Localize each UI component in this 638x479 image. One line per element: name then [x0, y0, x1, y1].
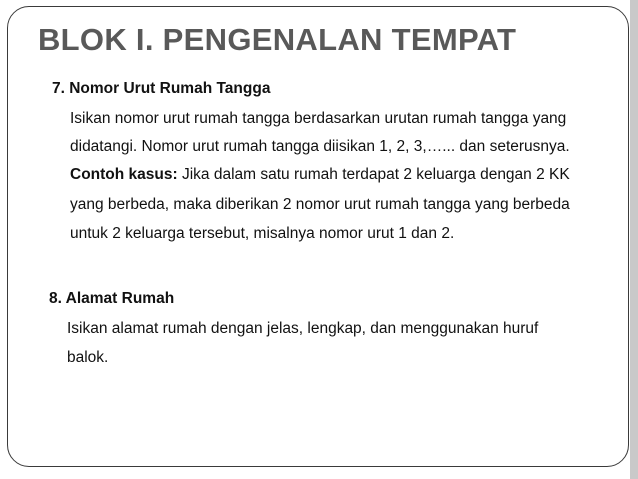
- section-7-line-4: yang berbeda, maka diberikan 2 nomor urut rumah tangga yang berbeda: [70, 196, 570, 213]
- slide-edge-strip: [630, 0, 638, 479]
- section-7-line-5: untuk 2 keluarga tersebut, misalnya nomor urut 1 dan 2.: [70, 225, 455, 242]
- section-7-example-line: [70, 166, 570, 184]
- section-7-line-1: Isikan nomor urut rumah tangga berdasarkan urutan rumah tangga yang: [70, 110, 567, 127]
- example-label: Contoh kasus:: [70, 166, 178, 183]
- section-8-heading: 8. Alamat Rumah: [49, 290, 175, 307]
- section-8-line-2: balok.: [67, 349, 109, 366]
- section-8-line-1: Isikan alamat rumah dengan jelas, lengkap, dan menggunakan huruf: [67, 320, 539, 337]
- example-text: Jika dalam satu rumah terdapat 2 keluarga dengan 2 KK: [177, 166, 570, 183]
- page-title: BLOK I. PENGENALAN TEMPAT: [38, 22, 517, 57]
- section-7-line-2: didatangi. Nomor urut rumah tangga diisikan 1, 2, 3,…... dan seterusnya.: [70, 138, 570, 155]
- section-7-heading: 7. Nomor Urut Rumah Tangga: [52, 80, 271, 97]
